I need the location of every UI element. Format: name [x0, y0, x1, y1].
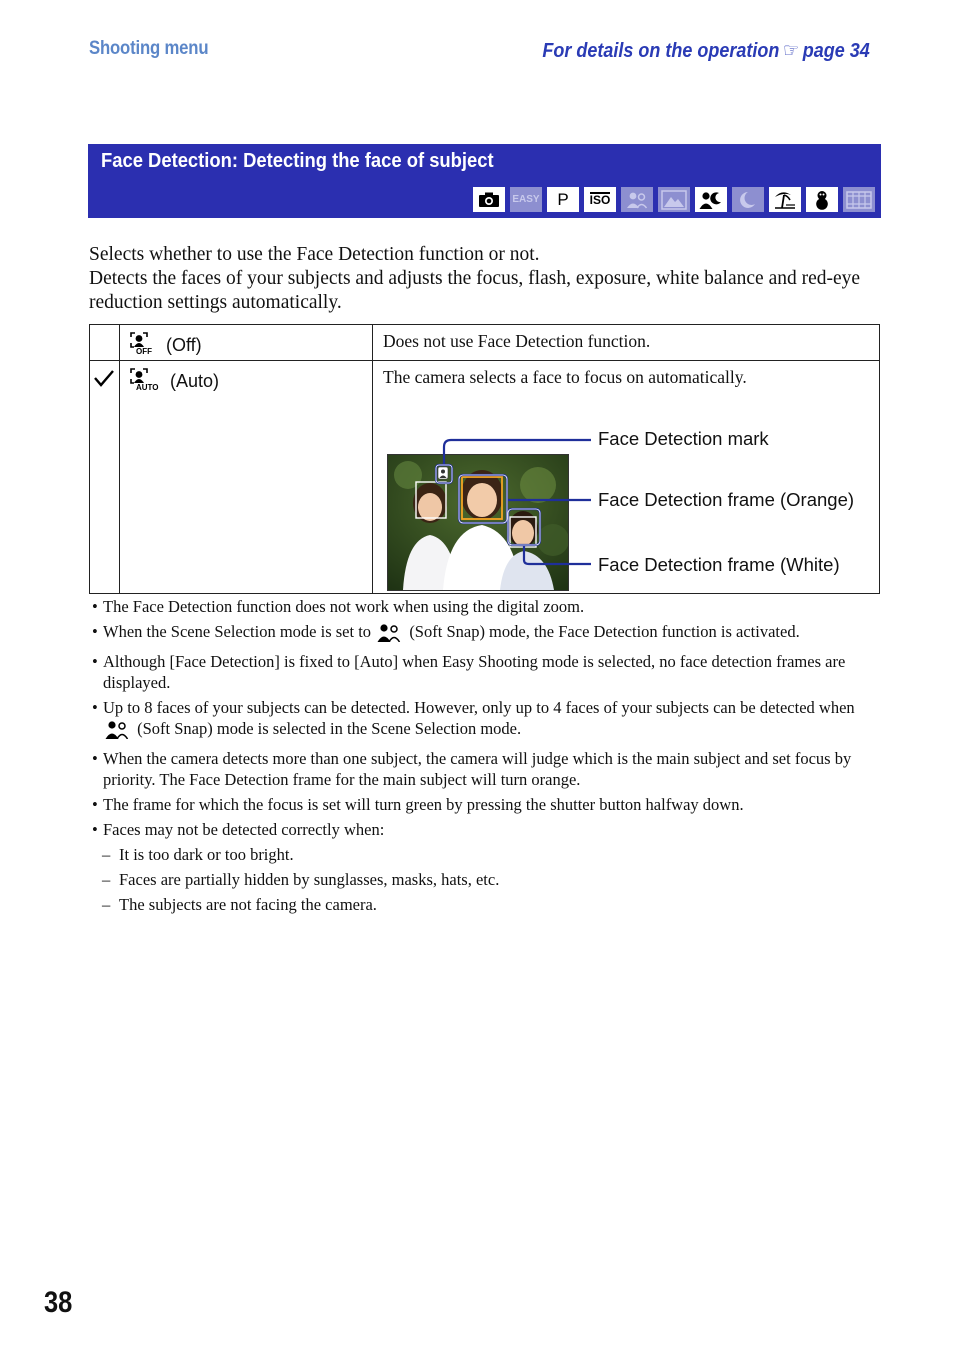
- details-page-link[interactable]: page 34: [802, 40, 870, 62]
- auto-camera-icon: [473, 187, 505, 212]
- notes-list: [89, 596, 879, 919]
- landscape-icon: [658, 187, 690, 212]
- iso-icon: [584, 187, 616, 212]
- page-title: Face Detection: Detecting the face of subject: [101, 150, 494, 172]
- option-desc-cell-auto: [373, 361, 880, 594]
- pointing-hand-icon: ☞: [783, 40, 800, 62]
- twilight-icon: [732, 187, 764, 212]
- note-item: • Although [Face Detection] is fixed to [Auto] when Easy Shooting mode is selected, no face detection frames are displayed.: [89, 651, 879, 693]
- checkmark-icon: [90, 361, 119, 392]
- note-text: Up to 8 faces of your subjects can be detected. However, only up to 4 faces of your subjects can be detected when: [103, 698, 855, 717]
- easy-icon: EASY: [510, 187, 542, 212]
- iso-label: ISO: [589, 193, 611, 207]
- option-row-off[interactable]: [90, 325, 880, 361]
- option-name-off: [120, 325, 372, 360]
- title-bar: [88, 144, 881, 218]
- sub-note-item: – The subjects are not facing the camera.: [89, 894, 879, 915]
- page-number: 38: [44, 1286, 73, 1319]
- option-label-off: (Off): [166, 335, 202, 355]
- face-detection-diagram: [373, 388, 879, 593]
- option-desc-cell-off: [373, 325, 880, 361]
- option-label-auto: (Auto): [170, 371, 220, 391]
- sub-note-item: – It is too dark or too bright.: [89, 844, 879, 865]
- beach-icon: [769, 187, 801, 212]
- soft-snap-icon: [377, 622, 401, 647]
- soft-snap-icon: [621, 187, 653, 212]
- option-desc-auto: The camera selects a face to focus on automatically.: [383, 367, 747, 387]
- sub-note-item: – Faces are partially hidden by sunglasses, masks, hats, etc.: [89, 869, 879, 890]
- program-icon: P: [547, 187, 579, 212]
- snow-icon: [806, 187, 838, 212]
- check-cell-auto: [90, 361, 120, 594]
- note-text: (Soft Snap) mode is selected in the Scene Selection mode.: [137, 719, 522, 738]
- options-table: [89, 324, 880, 594]
- icon-sub-auto: AUTO: [136, 383, 159, 391]
- option-name-auto: [120, 361, 372, 396]
- callout-white-frame: Face Detection frame (White): [598, 554, 840, 575]
- option-name-cell-off: [120, 325, 373, 361]
- callout-orange-frame: Face Detection frame (Orange): [598, 489, 855, 510]
- note-item: • When the camera detects more than one subject, the camera will judge which is the main subject and set focus by priority. The Face Detection frame for the main subject will turn orange.: [89, 748, 879, 790]
- option-row-auto[interactable]: [90, 361, 880, 594]
- movie-icon: [843, 187, 875, 212]
- details-reference[interactable]: [543, 38, 870, 63]
- face-detection-off-icon: [129, 331, 159, 360]
- callout-face-detection-mark: Face Detection mark: [598, 428, 769, 449]
- note-item: • The Face Detection function does not work when using the digital zoom.: [89, 596, 879, 617]
- intro-line-2: Detects the faces of your subjects and adjusts the focus, flash, exposure, white balance and red-eye reduction settings automatically.: [89, 268, 861, 313]
- intro-text: [89, 243, 879, 315]
- mode-icons: [473, 187, 875, 212]
- intro-line-1: Selects whether to use the Face Detection function or not.: [89, 244, 540, 265]
- section-header: Shooting menu: [89, 38, 209, 59]
- option-desc-off: Does not use Face Detection function.: [383, 331, 651, 351]
- soft-snap-icon: [105, 719, 129, 744]
- note-text: When the Scene Selection mode is set to: [103, 622, 372, 641]
- twilight-portrait-icon: [695, 187, 727, 212]
- face-detection-auto-icon: [129, 367, 163, 396]
- note-item: [89, 697, 879, 744]
- option-name-cell-auto: [120, 361, 373, 594]
- icon-sub-off: OFF: [136, 347, 152, 355]
- note-text: (Soft Snap) mode, the Face Detection function is activated.: [409, 622, 800, 641]
- note-item: • The frame for which the focus is set will turn green by pressing the shutter button halfway down.: [89, 794, 879, 815]
- check-cell-off: [90, 325, 120, 361]
- details-text: For details on the operation: [542, 40, 780, 62]
- note-item: • Faces may not be detected correctly when:: [89, 819, 879, 840]
- note-item: [89, 621, 879, 647]
